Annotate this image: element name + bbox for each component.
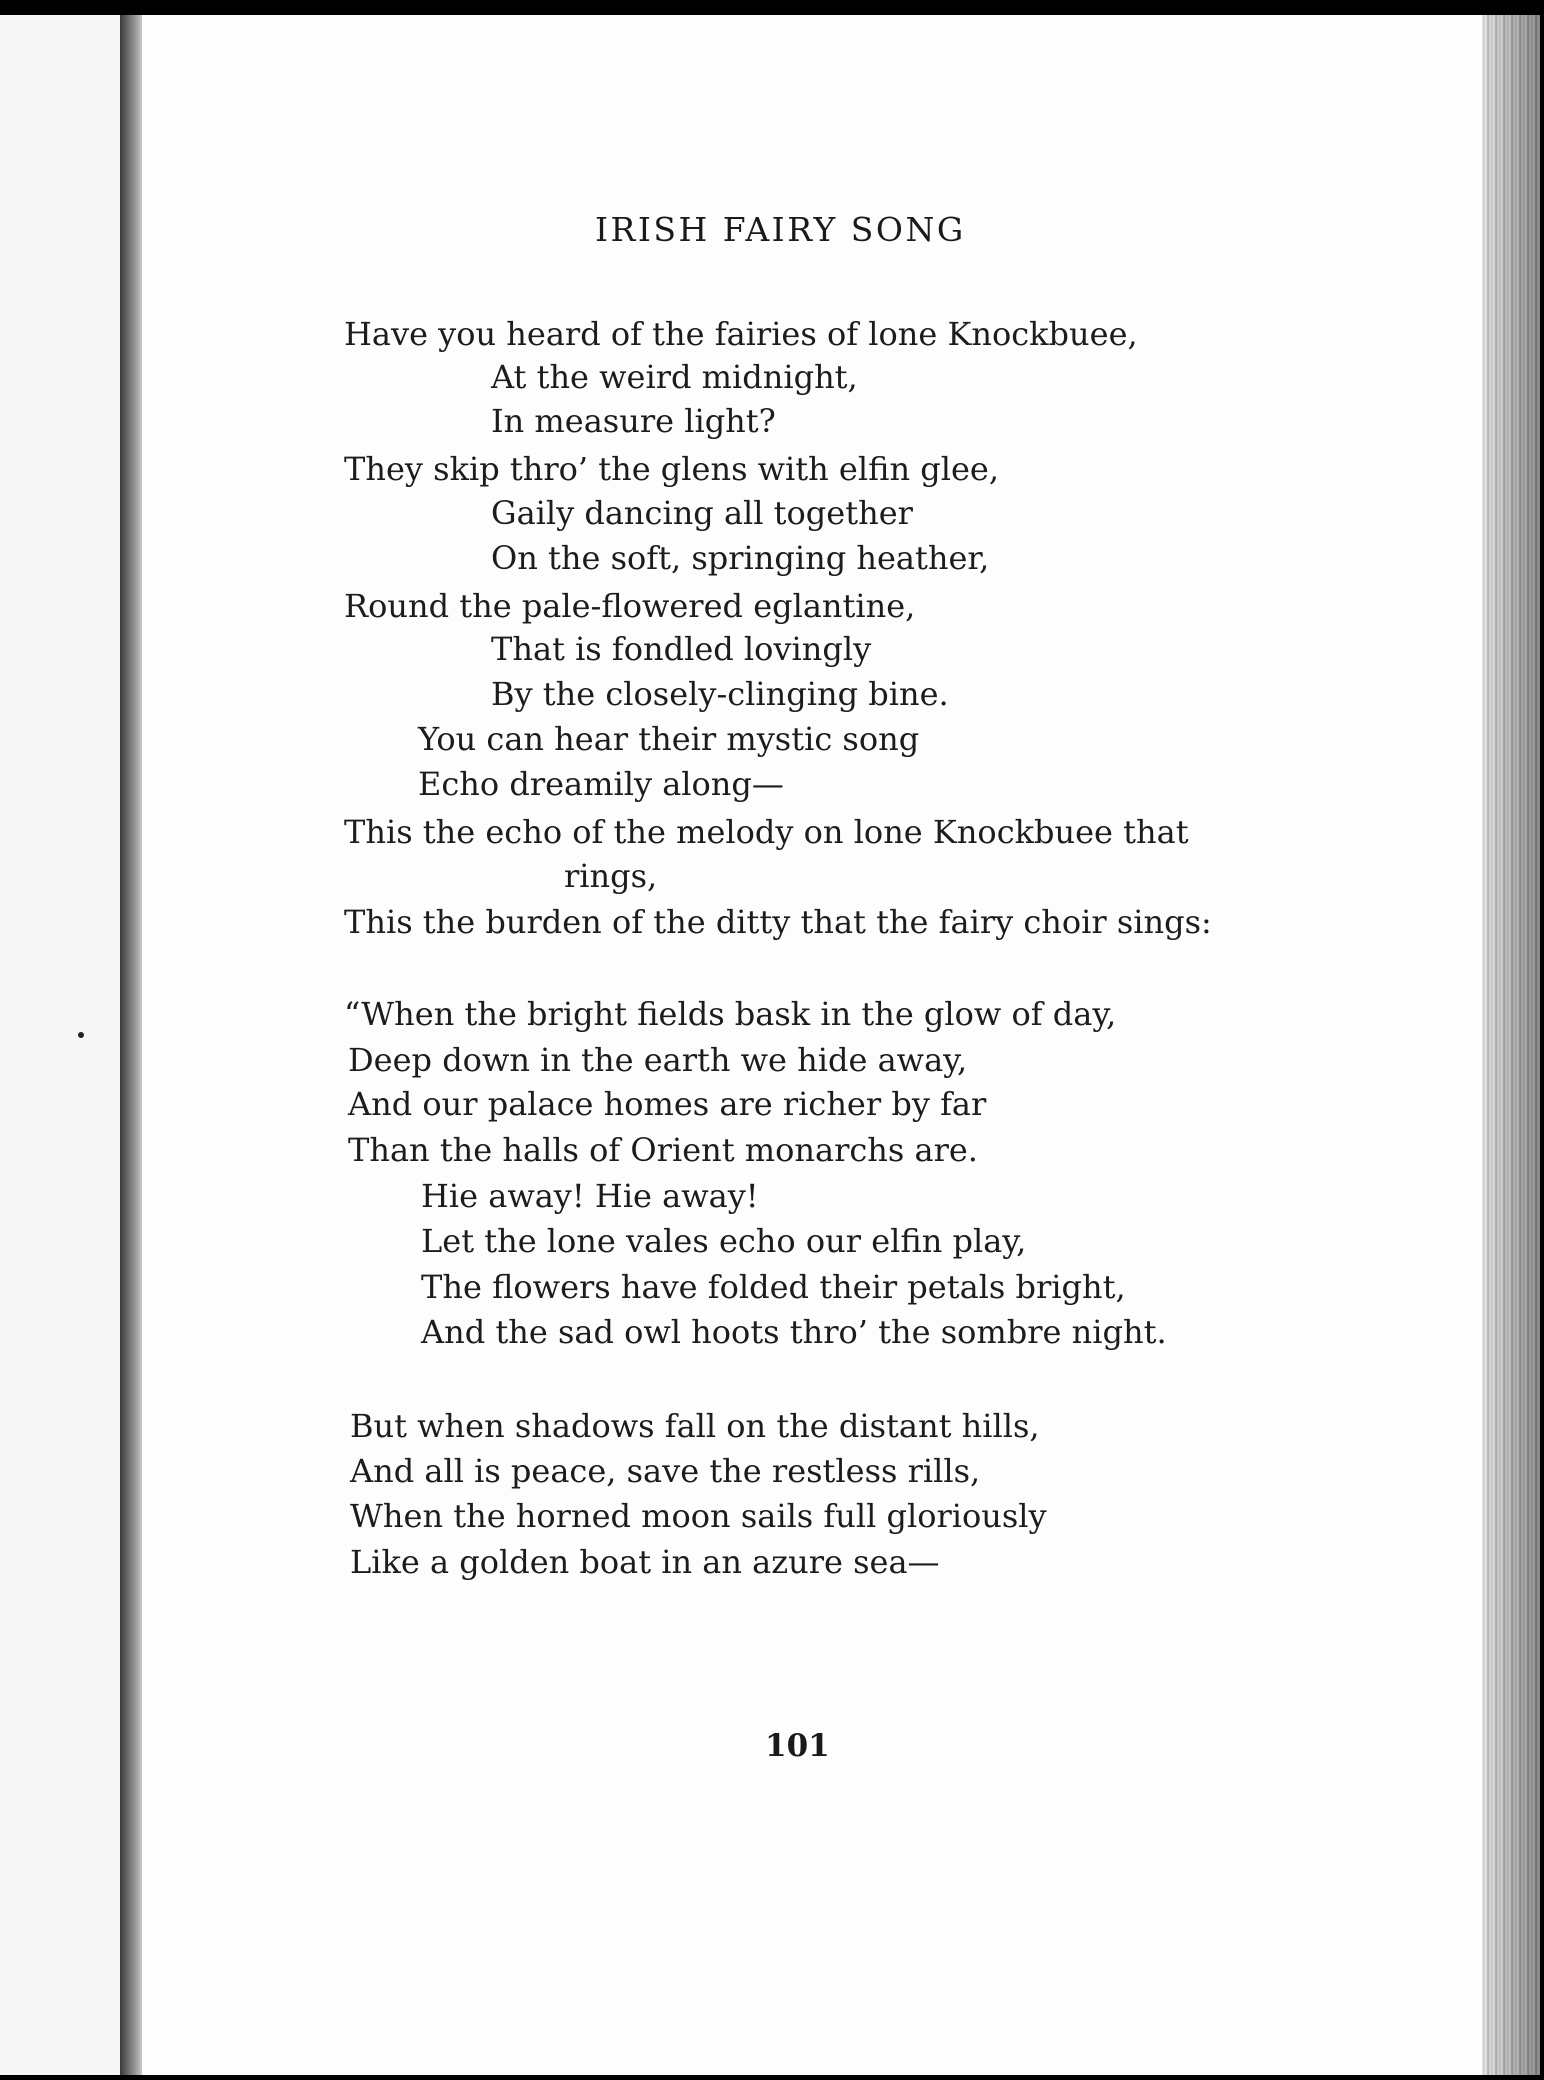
poem-line: You can hear their mystic song (418, 720, 920, 758)
poem-line: “When the bright fields bask in the glow of day, (344, 995, 1117, 1033)
poem-title: IRISH FAIRY SONG (595, 210, 966, 249)
poem-line: That is fondled lovingly (491, 630, 872, 668)
poem-line: And the sad owl hoots thro’ the sombre night. (421, 1313, 1167, 1351)
poem-line: Than the halls of Orient monarchs are. (348, 1131, 978, 1169)
facing-page (0, 15, 122, 2075)
ink-speck (78, 1032, 84, 1038)
poem-line: Deep down in the earth we hide away, (348, 1041, 968, 1079)
poem-line: Like a golden boat in an azure sea— (350, 1543, 940, 1581)
page-number: 101 (765, 1728, 830, 1764)
poem-line: The flowers have folded their petals bright, (421, 1268, 1126, 1306)
poem-line: And our palace homes are richer by far (348, 1085, 987, 1123)
poem-line: This the echo of the melody on lone Knockbuee that (344, 813, 1189, 851)
poem-line: Gaily dancing all together (491, 494, 913, 532)
poem-line: Round the pale-flowered eglantine, (344, 587, 916, 625)
page-edges-shade (1482, 15, 1540, 2075)
poem-line: At the weird midnight, (491, 358, 858, 396)
poem-line: When the horned moon sails full gloriously (350, 1497, 1047, 1535)
poem-line: Have you heard of the fairies of lone Knockbuee, (344, 315, 1138, 353)
poem-line: In measure light? (491, 402, 776, 440)
poem-line: Hie away! Hie away! (421, 1177, 759, 1215)
binding-gutter (120, 15, 142, 2075)
poem-line: But when shadows fall on the distant hills, (350, 1407, 1040, 1445)
poem-line: Echo dreamily along— (418, 765, 784, 803)
poem-line: They skip thro’ the glens with elfin glee, (344, 450, 999, 488)
poem-line: Let the lone vales echo our elfin play, (421, 1222, 1027, 1260)
poem-line: rings, (564, 857, 658, 895)
poem-line: On the soft, springing heather, (491, 539, 990, 577)
poem-line: And all is peace, save the restless rills, (350, 1452, 981, 1490)
poem-line: By the closely-clinging bine. (491, 675, 949, 713)
poem-line: This the burden of the ditty that the fairy choir sings: (344, 903, 1212, 941)
